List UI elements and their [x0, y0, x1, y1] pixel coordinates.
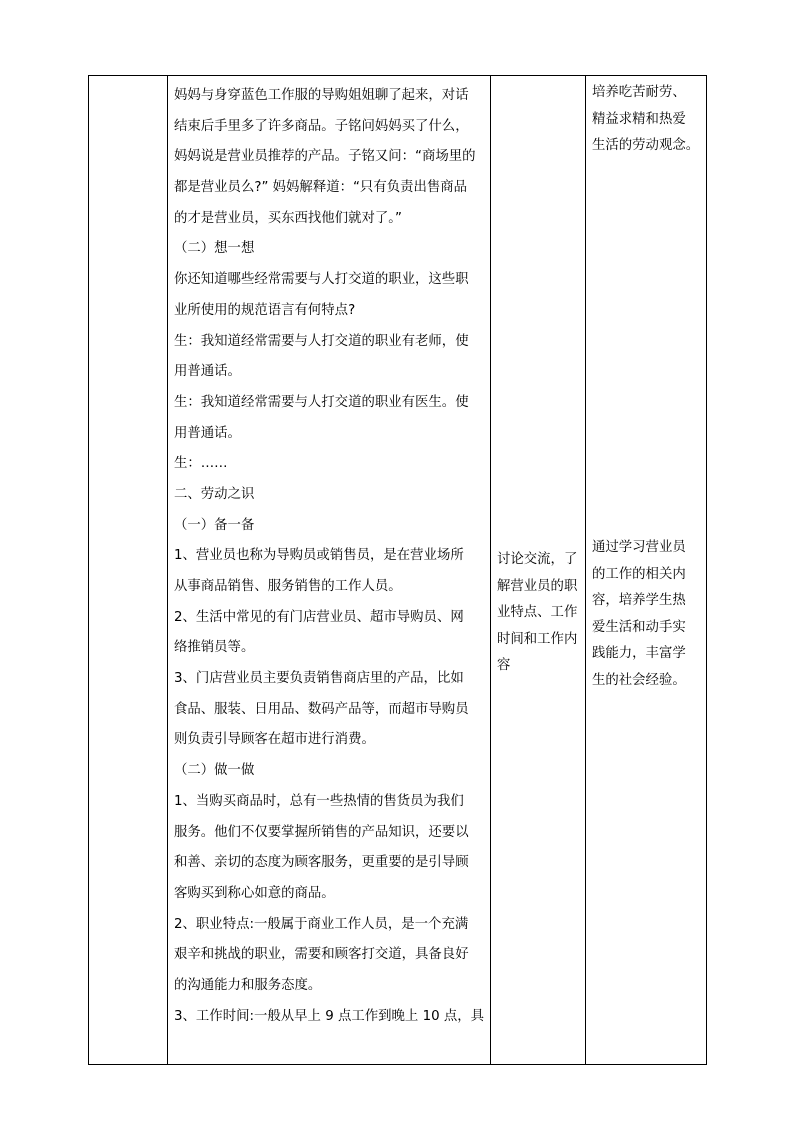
- text-line: 食品、服装、日用品、数码产品等，而超市导购员: [174, 701, 469, 717]
- text-line: 2、职业特点:一般属于商业工作人员，是一个充满: [174, 916, 469, 932]
- lesson-plan-table: [88, 75, 707, 1065]
- text-line: 的沟通能力和服务态度。: [174, 977, 322, 993]
- student-activity-column: [491, 76, 586, 1064]
- text-line: 都是营业员么?” 妈妈解释道：“只有负责出售商品: [174, 180, 468, 196]
- text-line: 精益求精和热爱: [592, 111, 686, 127]
- text-line: 和善、亲切的态度为顾客服务，更重要的是引导顾: [174, 855, 469, 871]
- text-line: 业特点、工作: [497, 605, 578, 620]
- text-line: 业所使用的规范语言有何特点?: [174, 302, 356, 318]
- text-line: 则负责引导顾客在超市进行消费。: [174, 732, 375, 748]
- text-line: 络推销员等。: [174, 640, 255, 656]
- text-line: 用普通话。: [174, 425, 241, 441]
- text-line: 生：我知道经常需要与人打交道的职业有老师，使: [174, 333, 469, 349]
- text-line: 结束后手里多了许多商品。子铭问妈妈买了什么，: [174, 118, 469, 134]
- text-line: 妈妈说是营业员推荐的产品。子铭又问：“商场里的: [174, 149, 476, 165]
- text-line: 讨论交流，了: [497, 552, 578, 567]
- text-line: 的才是营业员，买东西找他们就对了。”: [174, 210, 402, 226]
- text-line: 1、营业员也称为导购员或销售员，是在营业场所: [174, 548, 464, 564]
- text-line: 容: [497, 658, 511, 673]
- text-line: 的工作的相关内: [592, 566, 686, 582]
- text-line: 生活的劳动观念。: [592, 138, 700, 153]
- text-line: 3、门店营业员主要负责销售商店里的产品，比如: [174, 671, 464, 687]
- text-line: 生：……: [174, 456, 228, 472]
- text-line: 生：我知道经常需要与人打交道的职业有医生。使: [174, 394, 469, 410]
- text-line: 妈妈与身穿蓝色工作服的导购姐姐聊了起来，对话: [174, 88, 469, 103]
- teaching-content-column: [168, 76, 491, 1064]
- stage-column: [89, 76, 167, 1064]
- text-line: 通过学习营业员: [592, 540, 686, 555]
- text-line: （一）备一备: [174, 517, 255, 533]
- text-line: 客购买到称心如意的商品。: [174, 885, 335, 901]
- text-line: 容，培养学生热: [592, 593, 686, 608]
- text-line: 生的社会经验。: [592, 672, 686, 688]
- text-line: （二）想一想: [174, 241, 255, 257]
- text-line: 二、劳动之识: [174, 486, 255, 502]
- text-line: 用普通话。: [174, 364, 241, 380]
- text-line: （二）做一做: [174, 763, 255, 779]
- text-line: 践能力，丰富学: [592, 646, 686, 661]
- text-line: 艰辛和挑战的职业，需要和顾客打交道，具备良好: [174, 947, 469, 963]
- design-intent-column: [586, 76, 706, 1064]
- text-line: 你还知道哪些经常需要与人打交道的职业，这些职: [174, 272, 469, 288]
- text-line: 1、当购买商品时，总有一些热情的售货员为我们: [174, 793, 464, 809]
- text-line: 服务。他们不仅要掌握所销售的产品知识，还要以: [174, 824, 469, 840]
- text-line: 爱生活和动手实: [592, 619, 686, 635]
- text-line: 时间和工作内: [497, 631, 578, 647]
- text-line: 从事商品销售、服务销售的工作人员。: [174, 579, 402, 594]
- text-line: 培养吃苦耐劳、: [592, 85, 686, 100]
- text-line: 2、生活中常见的有门店营业员、超市导购员、网: [174, 609, 464, 625]
- text-line: 3、工作时间:一般从早上 9 点工作到晚上 10 点，具: [174, 1008, 485, 1024]
- text-line: 解营业员的职: [497, 578, 578, 594]
